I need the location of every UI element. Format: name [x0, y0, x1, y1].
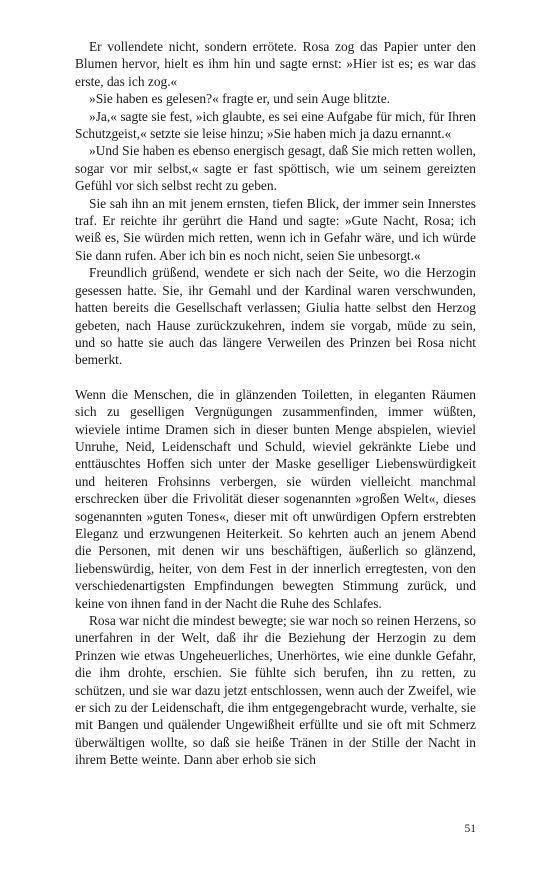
paragraph: Wenn die Menschen, die in glänzenden Toiletten, in eleganten Räumen sich zu geselligen Vergnügungen zusammenfinden, immer wüßten, wieviele intime Dramen sich in dieser bunten Menge abspielen, wieviel Unruhe, Neid, Leidenschaft und Schuld, wieviel gekränkte Liebe und enttäuschtes Hoffen sich unter der Maske geselliger Liebenswürdigkeit und heiteren Frohsinns verbergen, sie würden vielleicht manchmal erschrecken über die Frivolität dieser sogenannten »großen Welt«, dieses sogenannten »guten Tones«, dieser mit oft unwürdigen Opfern erstrebten Eleganz und erzwungenen Heiterkeit. So kehrten auch an jenem Abend die Personen, mit denen wir uns beschäftigen, äußerlich so glänzend, liebenswürdig, heiter, von dem Fest in der innerlich erregtesten, von den verschiedenartigsten Empfindungen bewegten Stimmung zurück, und keine von ihnen fand in der Nacht die Ruhe des Schlafes.	[75, 386, 476, 611]
page-body	[75, 38, 476, 769]
paragraph: Er vollendete nicht, sondern errötete. Rosa zog das Papier unter den Blumen hervor, hielt es ihm hin und sagte ernst: »Hier ist es; es war das erste, das ich zog.«	[75, 39, 476, 89]
paragraph: Freundlich grüßend, wendete er sich nach der Seite, wo die Herzogin gesessen hatte. Sie, ihr Gemahl und der Kardinal waren verschwunden, hatten bereits die Gesellschaft verlassen; Giulia hatte selbst den Herzog gebeten, nach Hause zurückzukehren, indem sie vorgab, müde zu sein, und so hatte sie auch das längere Verweilen des Prinzen bei Rosa nicht bemerkt.	[75, 265, 476, 368]
paragraph: Sie sah ihn an mit jenem ernsten, tiefen Blick, der immer sein Innerstes traf. Er reichte ihr gerührt die Hand und sagte: »Gute Nacht, Rosa; ich weiß es, Sie würden mich retten, wenn ich in Gefahr wäre, und ich würde Sie dann rufen. Aber ich bin es noch nicht, seien Sie unbesorgt.«	[75, 195, 476, 263]
page-number: 51	[464, 823, 476, 835]
paragraph: Rosa war nicht die mindest bewegte; sie war noch so reinen Herzens, so unerfahren in der Welt, daß ihr die Beziehung der Herzogin zu dem Prinzen wie etwas Ungeheuerliches, Unerhörtes, wie eine dunkle Gefahr, die ihm drohte, erschien. Sie fühlte sich berufen, ihn zu retten, zu schützen, und sie war dazu jetzt entschlossen, wenn auch der Zweifel, wie er sich zu der Leidenschaft, die ihm entgegengebracht wurde, verhalte, sie mit Bangen und quälender Ungewißheit erfüllte und sie oft mit Schmerz überwältigen wollte, so daß sie heiße Tränen in der Stille der Nacht in ihrem Bette weinte. Dann aber erhob sie sich	[75, 613, 476, 768]
section-break	[75, 369, 476, 386]
paragraph: »Ja,« sagte sie fest, »ich glaubte, es sei eine Aufgabe für mich, für Ihren Schutzgeist,« setzte sie leise hinzu; »Sie haben mich ja dazu ernannt.«	[75, 108, 476, 142]
paragraph: »Sie haben es gelesen?« fragte er, und sein Auge blitzte.	[89, 91, 391, 107]
paragraph: »Und Sie haben es ebenso energisch gesagt, daß Sie mich retten wollen, sogar vor mir selbst,« sagte er fast spöttisch, wie um seinem gereizten Gefühl vor sich selbst recht zu geben.	[75, 143, 476, 194]
text-section-1	[75, 38, 476, 369]
text-section-2	[75, 386, 476, 769]
